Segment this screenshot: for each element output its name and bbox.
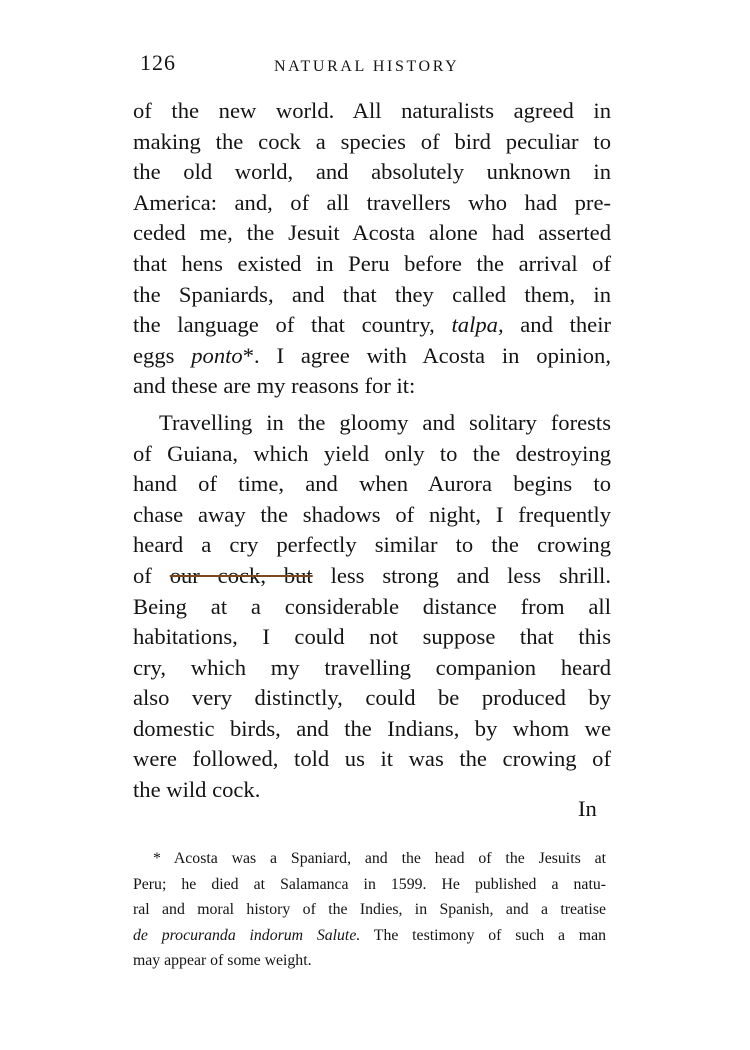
text-line: of the new world. All naturalists agreed in [133, 98, 611, 123]
page-header [140, 50, 610, 80]
text-line: ceded me, the Jesuit Acosta alone had asserted [133, 220, 611, 246]
body-text [133, 96, 611, 806]
text-line: making the cock a species of bird peculiar to [133, 128, 611, 154]
footnote-line: Peru; he died at Salamanca in 1599. He published a natu- [133, 875, 606, 893]
footnote-line: * Acosta was a Spaniard, and the head of the Jesuits at [153, 850, 606, 867]
text-segment: of [133, 562, 170, 588]
text-line [133, 310, 611, 341]
catchword: In [578, 796, 597, 821]
struck-text: our cock, but [169, 562, 313, 588]
text-line [133, 561, 611, 592]
text-line: and these are my reasons for it: [133, 373, 416, 399]
text-line: the wild cock. [133, 777, 261, 803]
italic-word: ponto [191, 342, 243, 368]
text-segment: The testimony of such a man [360, 926, 606, 944]
text-line: the Spaniards, and that they called them, in [133, 281, 611, 307]
text-segment: eggs [133, 342, 192, 368]
text-line: habitations, I could not suppose that this [133, 624, 611, 650]
text-line: cry, which my travelling companion heard [133, 654, 611, 680]
text-line: hand of time, and when Aurora begins to [133, 471, 611, 497]
text-line: also very distinctly, could be produced by [133, 685, 611, 711]
italic-word: talpa, [451, 312, 504, 338]
text-line: domestic birds, and the Indians, by whom we [133, 715, 611, 741]
text-line: of Guiana, which yield only to the destroying [133, 440, 611, 466]
text-segment: and their [503, 312, 611, 338]
text-segment: *. I agree with Acosta in opinion, [242, 342, 611, 368]
text-line: chase away the shadows of night, I frequently [133, 501, 611, 527]
text-line: heard a cry perfectly similar to the crowing [133, 532, 611, 558]
text-line: Travelling in the gloomy and solitary forests [159, 409, 611, 435]
footnote-line: ral and moral history of the Indies, in Spanish, and a treatise [133, 901, 606, 919]
footnote-line: may appear of some weight. [133, 952, 312, 970]
text-line: Being at a considerable distance from all [133, 593, 611, 619]
text-line: were followed, told us it was the crowing of [133, 746, 611, 772]
text-line: America: and, of all travellers who had pre- [133, 189, 611, 215]
text-segment: the language of that country, [133, 312, 452, 338]
text-line: the old world, and absolutely unknown in [133, 159, 611, 185]
page-number: 126 [140, 50, 176, 75]
text-line: that hens existed in Peru before the arrival of [133, 250, 611, 276]
running-head: NATURAL HISTORY [274, 58, 460, 75]
text-line [133, 341, 611, 372]
italic-title: de procuranda indorum Salute. [133, 926, 361, 944]
footnote [133, 846, 606, 974]
text-segment: less strong and less shrill. [312, 562, 611, 588]
footnote-line [133, 923, 606, 949]
